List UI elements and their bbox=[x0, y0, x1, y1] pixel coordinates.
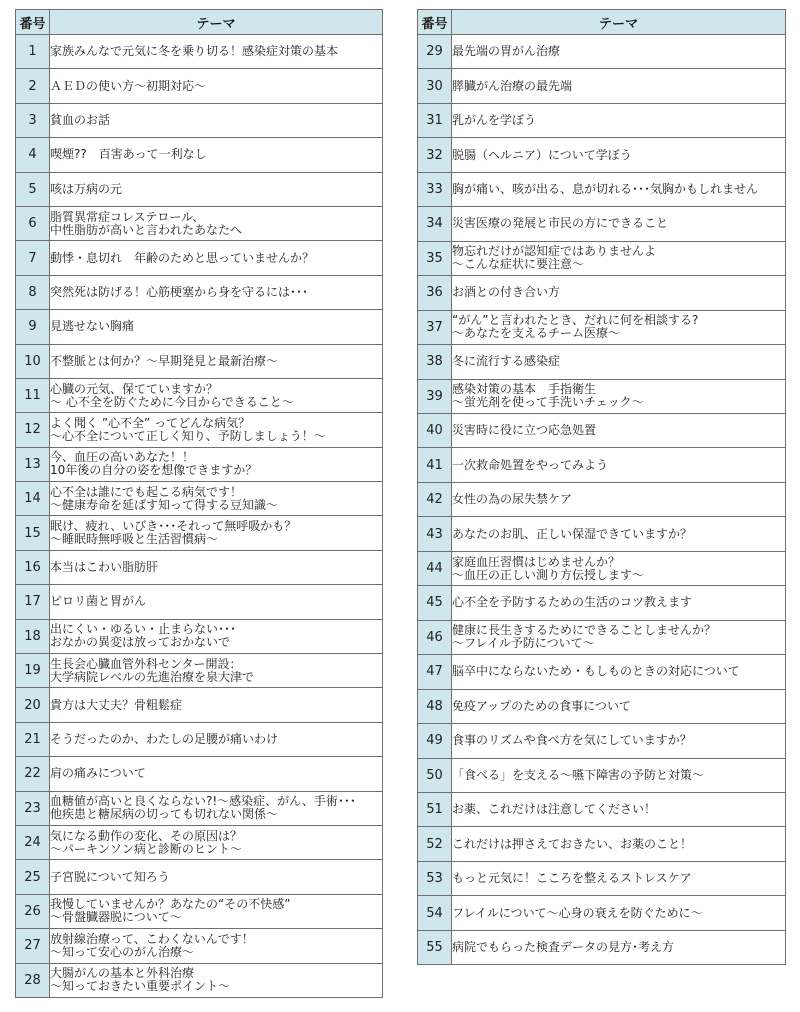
topic-number: 30 bbox=[418, 69, 452, 103]
topic-title: 本当はこわい脂肪肝 bbox=[50, 550, 383, 584]
topic-title: 突然死は防げる！心筋梗塞から身を守るには･･･ bbox=[50, 275, 383, 309]
topic-title: 今、血圧の高いあなた！！ 10年後の自分の姿を想像できますか？ bbox=[50, 447, 383, 481]
topic-number: 10 bbox=[16, 344, 50, 378]
topic-number: 51 bbox=[418, 792, 452, 826]
topic-number: 55 bbox=[418, 930, 452, 964]
topic-title: 冬に流行する感染症 bbox=[452, 345, 786, 379]
table-row bbox=[16, 172, 383, 206]
topic-number: 31 bbox=[418, 103, 452, 137]
table-row bbox=[16, 757, 383, 791]
table-row bbox=[418, 276, 786, 310]
topic-title: 大腸がんの基本と外科治療 ～知っておきたい重要ポイント～ bbox=[50, 963, 383, 997]
topic-title: 血糖値が高いと良くならない?!～感染症、がん、手術･･･ 他疾患と糖尿病の切っても切れない関係～ bbox=[50, 791, 383, 825]
topic-title: 出にくい・ゆるい・止まらない･･･ おなかの異変は放っておかないで bbox=[50, 619, 383, 653]
topic-title: 脱腸（ヘルニア）について学ぼう bbox=[452, 138, 786, 172]
table-row bbox=[418, 758, 786, 792]
topic-title: 心不全は誰にでも起こる病気です！ ～健康寿命を延ばす知って得する豆知識～ bbox=[50, 482, 383, 516]
topic-number: 2 bbox=[16, 69, 50, 103]
topic-title: 乳がんを学ぼう bbox=[452, 103, 786, 137]
table-row bbox=[16, 447, 383, 481]
topic-title: 健康に長生きするためにできることしませんか？ ～フレイル予防について～ bbox=[452, 620, 786, 654]
table-row bbox=[16, 929, 383, 963]
table-row bbox=[418, 69, 786, 103]
topic-title: ピロリ菌と胃がん bbox=[50, 585, 383, 619]
table-row bbox=[418, 724, 786, 758]
header-theme: テーマ bbox=[50, 10, 383, 35]
topic-number: 15 bbox=[16, 516, 50, 550]
table-row bbox=[16, 550, 383, 584]
topic-title: 見逃せない胸痛 bbox=[50, 310, 383, 344]
topic-title: 食事のリズムや食べ方を気にしていますか？ bbox=[452, 724, 786, 758]
table-row bbox=[418, 551, 786, 585]
topic-title: 放射線治療って、こわくないんです！ ～知って安心のがん治療～ bbox=[50, 929, 383, 963]
topic-number: 16 bbox=[16, 550, 50, 584]
table-header-row bbox=[418, 10, 786, 35]
topic-number: 18 bbox=[16, 619, 50, 653]
topic-number: 11 bbox=[16, 378, 50, 412]
topic-number: 17 bbox=[16, 585, 50, 619]
topic-number: 52 bbox=[418, 827, 452, 861]
table-row bbox=[418, 448, 786, 482]
topic-number: 43 bbox=[418, 517, 452, 551]
topic-title: 不整脈とは何か？～早期発見と最新治療～ bbox=[50, 344, 383, 378]
table-row bbox=[418, 827, 786, 861]
table-row bbox=[16, 378, 383, 412]
table-row bbox=[16, 963, 383, 997]
table-row bbox=[16, 825, 383, 859]
topic-table-right bbox=[417, 9, 786, 965]
header-theme: テーマ bbox=[452, 10, 786, 35]
topic-title: 動悸・息切れ 年齢のためと思っていませんか？ bbox=[50, 241, 383, 275]
topic-number: 34 bbox=[418, 207, 452, 241]
table-row bbox=[418, 172, 786, 206]
table-row bbox=[16, 413, 383, 447]
table-row bbox=[418, 103, 786, 137]
topic-number: 48 bbox=[418, 689, 452, 723]
topic-title: 病院でもらった検査データの見方･考え方 bbox=[452, 930, 786, 964]
table-row bbox=[16, 138, 383, 172]
topic-number: 25 bbox=[16, 860, 50, 894]
topic-number: 38 bbox=[418, 345, 452, 379]
topic-title: 咳は万病の元 bbox=[50, 172, 383, 206]
topic-title: 眠け、疲れ、いびき･･･それって無呼吸かも？ ～睡眠時無呼吸と生活習慣病～ bbox=[50, 516, 383, 550]
table-row bbox=[418, 413, 786, 447]
topic-title: これだけは押さえておきたい、お薬のこと！ bbox=[452, 827, 786, 861]
table-row bbox=[16, 654, 383, 688]
topic-rows-left bbox=[16, 35, 383, 998]
table-row bbox=[418, 655, 786, 689]
topic-number: 13 bbox=[16, 447, 50, 481]
topic-number: 22 bbox=[16, 757, 50, 791]
topic-number: 35 bbox=[418, 241, 452, 275]
table-row bbox=[418, 930, 786, 964]
topic-title: 貴方は大丈夫？骨粗鬆症 bbox=[50, 688, 383, 722]
topic-number: 42 bbox=[418, 482, 452, 516]
table-row bbox=[418, 620, 786, 654]
topic-title: 免疫アップのための食事について bbox=[452, 689, 786, 723]
table-row bbox=[418, 689, 786, 723]
table-row bbox=[418, 35, 786, 69]
topic-title: よく聞く ”心不全” ってどんな病気？ ～心不全について正しく知り、予防しましょう！～ bbox=[50, 413, 383, 447]
topic-title: お薬、これだけは注意してください！ bbox=[452, 792, 786, 826]
topic-title: 一次救命処置をやってみよう bbox=[452, 448, 786, 482]
topic-table-left bbox=[15, 9, 383, 998]
topic-number: 28 bbox=[16, 963, 50, 997]
topic-number: 39 bbox=[418, 379, 452, 413]
topic-title: 脳卒中にならないため・もしものときの対応について bbox=[452, 655, 786, 689]
table-row bbox=[418, 861, 786, 895]
table-row bbox=[418, 517, 786, 551]
topic-number: 37 bbox=[418, 310, 452, 344]
topic-number: 4 bbox=[16, 138, 50, 172]
table-row bbox=[16, 344, 383, 378]
topic-title: 気になる動作の変化、その原因は？ ～パーキンソン病と診断のヒント～ bbox=[50, 825, 383, 859]
topic-title: お酒との付き合い方 bbox=[452, 276, 786, 310]
table-row bbox=[16, 241, 383, 275]
topic-title: あなたのお肌、正しい保湿できていますか？ bbox=[452, 517, 786, 551]
topic-number: 53 bbox=[418, 861, 452, 895]
topic-title: 我慢していませんか？あなたの“その不快感” ～骨盤臓器脱について～ bbox=[50, 894, 383, 928]
topic-title: 生長会心臓血管外科センター開設： 大学病院レベルの先進治療を泉大津で bbox=[50, 654, 383, 688]
topic-number: 50 bbox=[418, 758, 452, 792]
table-row bbox=[16, 103, 383, 137]
topic-number: 46 bbox=[418, 620, 452, 654]
table-row bbox=[418, 241, 786, 275]
topic-title: そうだったのか、わたしの足腰が痛いわけ bbox=[50, 722, 383, 756]
table-row bbox=[16, 482, 383, 516]
topic-number: 26 bbox=[16, 894, 50, 928]
topic-rows-right bbox=[418, 35, 786, 965]
topic-title: 胸が痛い、咳が出る、息が切れる･･･気胸かもしれません bbox=[452, 172, 786, 206]
topic-number: 3 bbox=[16, 103, 50, 137]
table-row bbox=[16, 69, 383, 103]
topic-number: 32 bbox=[418, 138, 452, 172]
topic-title: 貧血のお話 bbox=[50, 103, 383, 137]
table-row bbox=[418, 586, 786, 620]
topic-number: 40 bbox=[418, 413, 452, 447]
topic-number: 54 bbox=[418, 896, 452, 930]
table-row bbox=[418, 482, 786, 516]
table-row bbox=[16, 585, 383, 619]
topic-number: 12 bbox=[16, 413, 50, 447]
table-row bbox=[16, 35, 383, 69]
table-row bbox=[16, 516, 383, 550]
topic-number: 45 bbox=[418, 586, 452, 620]
topic-title: 喫煙?? 百害あって一利なし bbox=[50, 138, 383, 172]
topic-title: 物忘れだけが認知症ではありませんよ ～こんな症状に要注意～ bbox=[452, 241, 786, 275]
topic-title: 「食べる」を支える～嚥下障害の予防と対策～ bbox=[452, 758, 786, 792]
topic-title: 女性の為の尿失禁ケア bbox=[452, 482, 786, 516]
header-number: 番号 bbox=[418, 10, 452, 35]
topic-number: 36 bbox=[418, 276, 452, 310]
topic-title: フレイルについて～心身の衰えを防ぐために～ bbox=[452, 896, 786, 930]
topic-number: 23 bbox=[16, 791, 50, 825]
topic-title: “がん”と言われたとき、だれに何を相談する? ～あなたを支えるチーム医療～ bbox=[452, 310, 786, 344]
topic-number: 8 bbox=[16, 275, 50, 309]
table-row bbox=[418, 138, 786, 172]
table-row bbox=[418, 207, 786, 241]
topic-title: 脂質異常症コレステロール、 中性脂肪が高いと言われたあなたへ bbox=[50, 206, 383, 240]
topic-title: 災害時に役に立つ応急処置 bbox=[452, 413, 786, 447]
topic-title: 災害医療の発展と市民の方にできること bbox=[452, 207, 786, 241]
topic-number: 20 bbox=[16, 688, 50, 722]
table-header-row bbox=[16, 10, 383, 35]
topic-title: ＡＥＤの使い方～初期対応～ bbox=[50, 69, 383, 103]
table-row bbox=[16, 310, 383, 344]
topic-title: 子宮脱について知ろう bbox=[50, 860, 383, 894]
table-row bbox=[418, 792, 786, 826]
table-row bbox=[16, 619, 383, 653]
topic-title: 心臓の元気、保てていますか？ ～ 心不全を防ぐために今日からできること～ bbox=[50, 378, 383, 412]
table-row bbox=[16, 791, 383, 825]
header-number: 番号 bbox=[16, 10, 50, 35]
topic-title: 家族みんなで元気に冬を乗り切る！感染症対策の基本 bbox=[50, 35, 383, 69]
topic-number: 27 bbox=[16, 929, 50, 963]
topic-number: 24 bbox=[16, 825, 50, 859]
topic-title: 肩の痛みについて bbox=[50, 757, 383, 791]
table-row bbox=[16, 206, 383, 240]
topic-number: 9 bbox=[16, 310, 50, 344]
topic-number: 19 bbox=[16, 654, 50, 688]
table-row bbox=[16, 894, 383, 928]
topic-number: 14 bbox=[16, 482, 50, 516]
topic-number: 44 bbox=[418, 551, 452, 585]
table-row bbox=[16, 860, 383, 894]
topic-title: 心不全を予防するための生活のコツ教えます bbox=[452, 586, 786, 620]
table-row bbox=[16, 275, 383, 309]
table-row bbox=[418, 345, 786, 379]
topic-title: 膵臓がん治療の最先端 bbox=[452, 69, 786, 103]
table-row bbox=[418, 310, 786, 344]
topic-number: 21 bbox=[16, 722, 50, 756]
topic-number: 7 bbox=[16, 241, 50, 275]
topic-number: 6 bbox=[16, 206, 50, 240]
topic-title: もっと元気に！こころを整えるストレスケア bbox=[452, 861, 786, 895]
topic-number: 47 bbox=[418, 655, 452, 689]
topic-number: 29 bbox=[418, 35, 452, 69]
topic-number: 49 bbox=[418, 724, 452, 758]
topic-title: 感染対策の基本 手指衛生 ～蛍光剤を使って手洗いチェック～ bbox=[452, 379, 786, 413]
topic-number: 1 bbox=[16, 35, 50, 69]
topic-title: 最先端の胃がん治療 bbox=[452, 35, 786, 69]
table-row bbox=[16, 688, 383, 722]
topic-number: 41 bbox=[418, 448, 452, 482]
topic-title: 家庭血圧習慣はじめませんか？ ～血圧の正しい測り方伝授します～ bbox=[452, 551, 786, 585]
table-row bbox=[418, 896, 786, 930]
topic-number: 5 bbox=[16, 172, 50, 206]
topic-number: 33 bbox=[418, 172, 452, 206]
table-row bbox=[418, 379, 786, 413]
table-row bbox=[16, 722, 383, 756]
